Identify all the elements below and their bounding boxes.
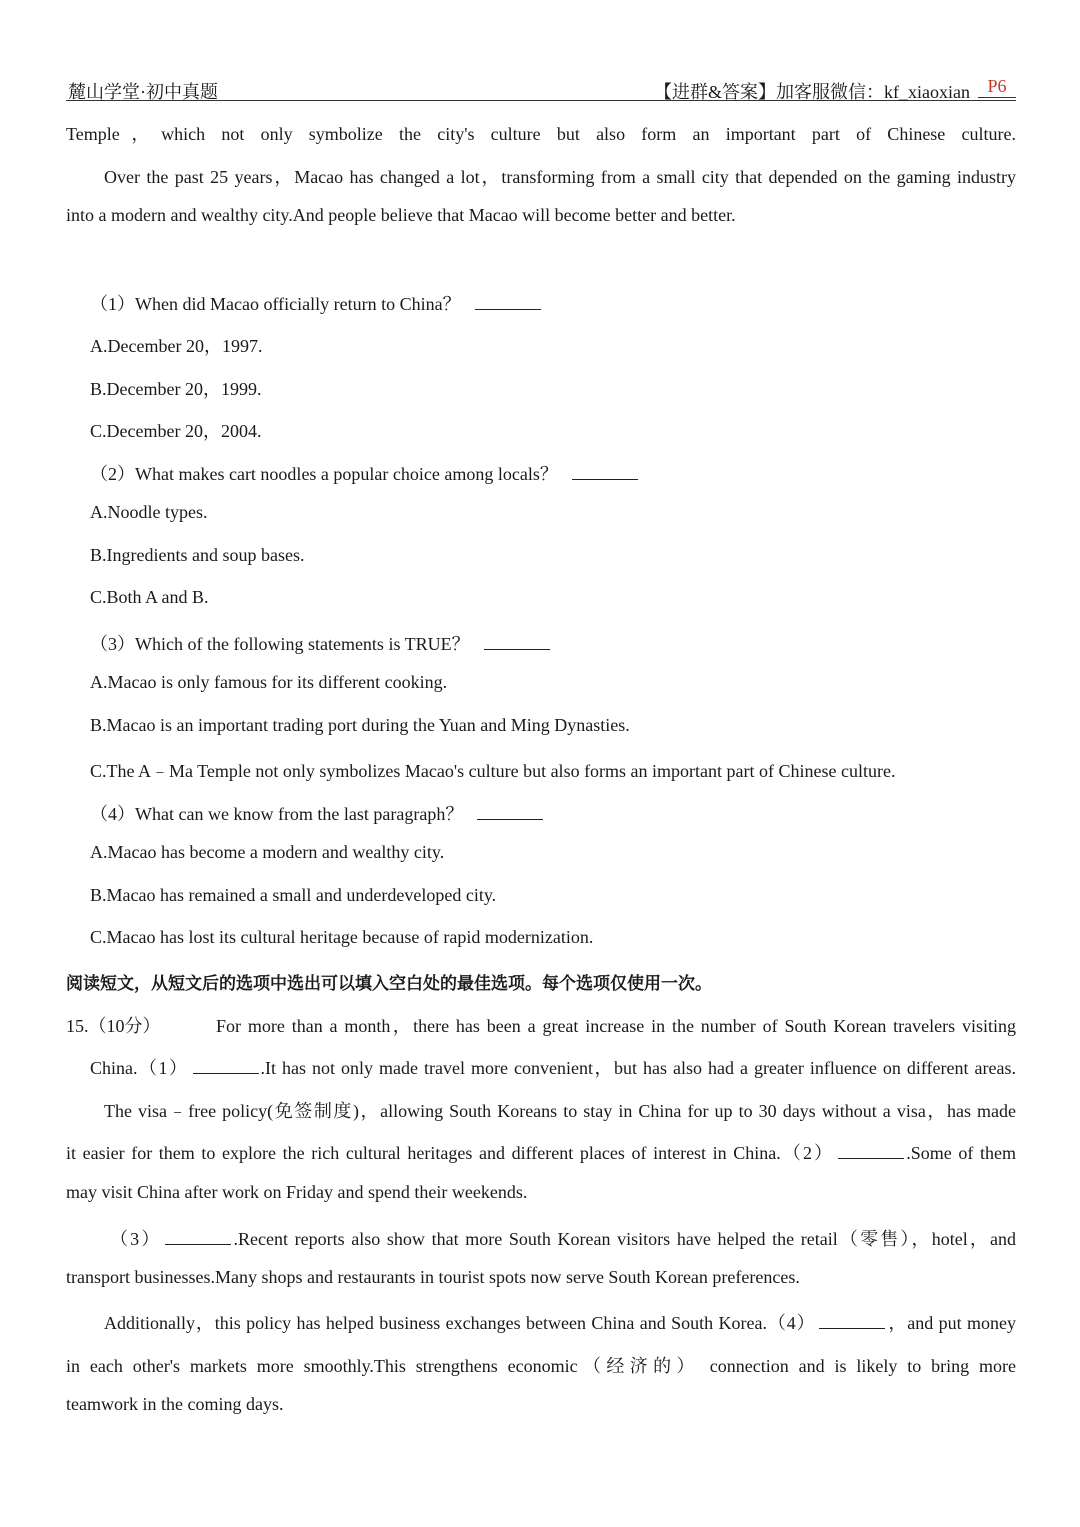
q15-text: .Some of them: [906, 1143, 1016, 1163]
q15-line: For more than a month，there has been a great increase in the number of South Korean travelers visiting: [216, 1016, 1016, 1036]
header-contact-text: 【进群&答案】加客服微信：kf_xiaoxian: [654, 82, 970, 102]
answer-blank: [475, 295, 541, 310]
option: A.Noodle types.: [90, 502, 208, 522]
option: C.Both A and B.: [90, 587, 209, 607]
q15-text: it easier for them to explore the rich cultural heritages and different places of interest in China.（2）: [66, 1143, 835, 1163]
question-stem: （1）When did Macao officially return to China？: [90, 294, 461, 314]
page-header: [66, 70, 1016, 101]
answer-blank: [477, 805, 543, 820]
q15-line: in each other's markets more smoothly.This strengthens economic（经济的） connection and is likely to bring more: [66, 1356, 1016, 1376]
q15-line: may visit China after work on Friday and spend their weekends.: [66, 1182, 528, 1202]
header-school-name: 麓山学堂·初中真题: [68, 82, 218, 102]
option: C.The A﹣Ma Temple not only symbolizes Macao's culture but also forms an important part of Chinese culture.: [90, 761, 896, 781]
q15-line: [104, 1309, 1016, 1335]
q15-text: .It has not only made travel more convenient，but has also had a greater influence on different areas.: [260, 1058, 1016, 1078]
section-instruction: 阅读短文，从短文后的选项中选出可以填入空白处的最佳选项。每个选项仅使用一次。: [66, 974, 712, 994]
q15-label: 15.（10分）: [66, 1016, 161, 1036]
q15-line: The visa﹣free policy(免签制度)，allowing South Koreans to stay in China for up to 30 days without a visa，has made: [104, 1101, 1016, 1121]
option: C.December 20，2004.: [90, 421, 262, 441]
option: A.December 20，1997.: [90, 336, 263, 356]
q15-line: teamwork in the coming days.: [66, 1394, 284, 1414]
option: B.December 20，1999.: [90, 379, 262, 399]
answer-blank-2: [838, 1144, 904, 1159]
option: B.Ingredients and soup bases.: [90, 545, 305, 565]
question-4: [90, 800, 543, 826]
answer-blank-3: [165, 1230, 231, 1245]
question-stem: （3）Which of the following statements is TRUE？: [90, 634, 470, 654]
option: A.Macao has become a modern and wealthy city.: [90, 842, 445, 862]
option: C.Macao has lost its cultural heritage because of rapid modernization.: [90, 927, 594, 947]
question-2: [90, 460, 638, 486]
answer-blank-4: [819, 1314, 885, 1329]
passage-line: into a modern and wealthy city.And people believe that Macao will become better and better.: [66, 205, 736, 225]
q15-line: [90, 1054, 1016, 1080]
q15-text: ，and put money: [887, 1313, 1016, 1333]
answer-blank: [572, 465, 638, 480]
question-3: [90, 630, 550, 656]
question-1: [90, 290, 541, 316]
passage-line: Temple，which not only symbolize the city's culture but also form an important part of Chinese culture.: [66, 124, 1016, 144]
q15-text: （3）: [110, 1229, 162, 1249]
answer-blank-1: [193, 1059, 259, 1074]
question-stem: （4）What can we know from the last paragraph？: [90, 804, 464, 824]
question-stem: （2）What makes cart noodles a popular choice among locals？: [90, 464, 558, 484]
answer-blank: [484, 635, 550, 650]
option: B.Macao has remained a small and underdeveloped city.: [90, 885, 497, 905]
q15-text: Additionally，this policy has helped business exchanges between China and South Korea.（4）: [104, 1313, 816, 1333]
page-number: P6: [978, 76, 1016, 98]
option: B.Macao is an important trading port during the Yuan and Ming Dynasties.: [90, 715, 630, 735]
q15-line: transport businesses.Many shops and restaurants in tourist spots now serve South Korean preferences.: [66, 1267, 800, 1287]
q15-text: China.（1）: [90, 1058, 189, 1078]
header-contact: [654, 78, 1016, 104]
q15-line: [110, 1225, 1016, 1251]
q15-line: [66, 1139, 1016, 1165]
option: A.Macao is only famous for its different cooking.: [90, 672, 448, 692]
passage-line: Over the past 25 years，Macao has changed a lot，transforming from a small city that depended on the gaming industry: [104, 167, 1016, 187]
q15-text: .Recent reports also show that more South Korean visitors have helped the retail（零售），hotel，and: [233, 1229, 1017, 1249]
